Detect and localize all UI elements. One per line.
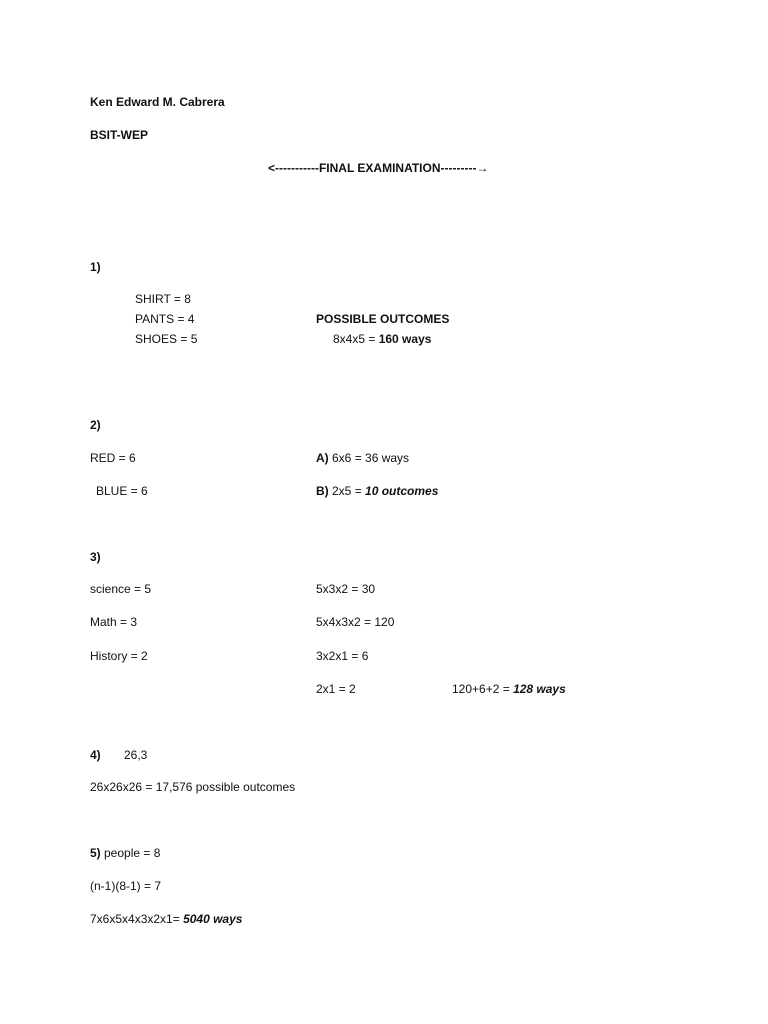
- q1-shoes: SHOES = 5: [135, 332, 198, 346]
- q2-part-b: [316, 484, 438, 498]
- q3-calc-3: 3x2x1 = 6: [316, 649, 369, 663]
- right-arrow-icon: →: [476, 161, 489, 175]
- q2-number: 2): [90, 418, 101, 432]
- q2-red: RED = 6: [90, 451, 136, 465]
- q5-heading: [90, 846, 160, 860]
- q3-sum-text: 120+6+2 =: [452, 682, 514, 696]
- q3-calc-4: 2x1 = 2: [316, 682, 356, 696]
- q3-science: science = 5: [90, 582, 152, 596]
- q5-calc-text: 7x6x5x4x3x2x1=: [90, 912, 184, 926]
- q3-number: 3): [90, 550, 101, 564]
- q3-sum-result: 128 ways: [513, 682, 566, 696]
- q4-number: 4): [90, 748, 101, 762]
- q3-history: History = 2: [90, 649, 148, 663]
- q5-result: 5040 ways: [183, 912, 243, 926]
- q1-calculation: [333, 332, 431, 346]
- q5-given: people = 8: [100, 846, 161, 860]
- q2-part-a: [316, 451, 409, 465]
- q2-b-calc: 2x5 =: [328, 484, 366, 498]
- q3-sum: [452, 682, 566, 696]
- q5-formula: (n-1)(8-1) = 7: [90, 879, 162, 893]
- student-course: BSIT-WEP: [90, 128, 149, 142]
- q4-given: 26,3: [124, 748, 148, 762]
- q5-calculation: [90, 912, 242, 926]
- q2-b-label: B): [316, 484, 329, 498]
- exam-title-text: <-----------FINAL EXAMINATION---------: [268, 161, 477, 175]
- q4-calculation: 26x26x26 = 17,576 possible outcomes: [90, 780, 296, 794]
- q2-blue: BLUE = 6: [96, 484, 148, 498]
- q1-result: 160 ways: [378, 332, 432, 346]
- q2-b-result: 10 outcomes: [365, 484, 439, 498]
- q2-a-label: A): [316, 451, 329, 465]
- exam-title: [268, 161, 488, 175]
- q1-pants: PANTS = 4: [135, 312, 195, 326]
- q1-outcomes-label: POSSIBLE OUTCOMES: [316, 312, 450, 326]
- q2-a-calc: 6x6 = 36 ways: [328, 451, 410, 465]
- q1-number: 1): [90, 260, 101, 274]
- student-name: Ken Edward M. Cabrera: [90, 95, 225, 109]
- q3-math: Math = 3: [90, 615, 138, 629]
- q5-number: 5): [90, 846, 101, 860]
- q1-shirt: SHIRT = 8: [135, 292, 191, 306]
- q3-calc-2: 5x4x3x2 = 120: [316, 615, 395, 629]
- q3-calc-1: 5x3x2 = 30: [316, 582, 376, 596]
- q1-calc-text: 8x4x5 =: [333, 332, 379, 346]
